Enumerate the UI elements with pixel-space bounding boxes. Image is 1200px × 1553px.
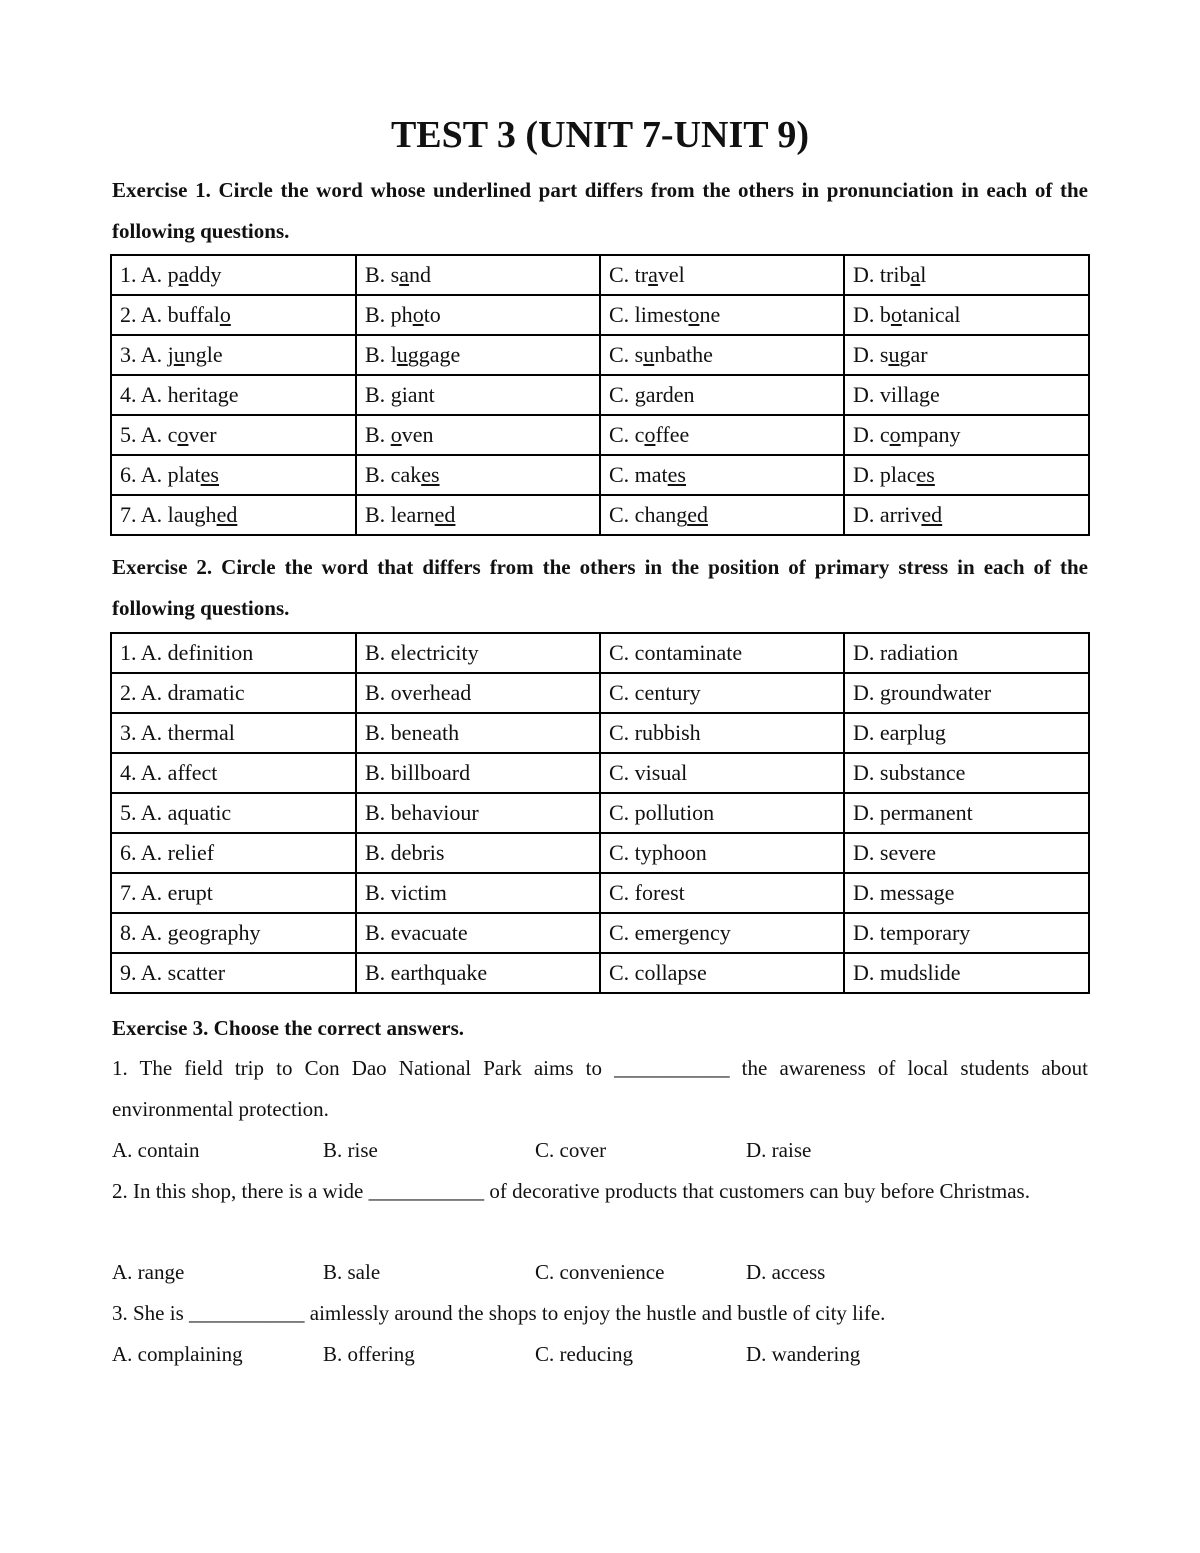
- exercise2-option-cell[interactable]: D. message: [844, 873, 1089, 913]
- exercise2-option-cell[interactable]: 2. A. dramatic: [111, 673, 356, 713]
- word-part: B. s: [365, 262, 400, 287]
- exercise2-row: [111, 793, 1089, 833]
- underlined-part: u: [396, 342, 408, 367]
- exercise2-option-cell[interactable]: B. earthquake: [356, 953, 600, 993]
- exercise2-option-cell[interactable]: 1. A. definition: [111, 633, 356, 673]
- exercise2-option-cell[interactable]: B. victim: [356, 873, 600, 913]
- word-part: D. trib: [853, 262, 911, 287]
- underlined-part: es: [667, 462, 686, 487]
- exercise2-option-cell[interactable]: C. collapse: [600, 953, 844, 993]
- question-3-option-b[interactable]: B. offering: [323, 1342, 415, 1366]
- underlined-part: es: [916, 462, 935, 487]
- question-1-option-c[interactable]: C. cover: [535, 1138, 607, 1162]
- word-part: C.: [609, 382, 635, 407]
- underlined-part: o: [890, 302, 902, 327]
- underlined-part: ed: [921, 502, 943, 527]
- exercise2-option-cell[interactable]: 5. A. aquatic: [111, 793, 356, 833]
- word-part: nd: [409, 262, 432, 287]
- exercise2-option-cell[interactable]: 4. A. affect: [111, 753, 356, 793]
- exercise2-row: [111, 713, 1089, 753]
- underlined-part: g: [919, 382, 930, 407]
- underlined-part: es: [421, 462, 440, 487]
- question-3-options: [112, 1334, 1088, 1375]
- word-part: C. tr: [609, 262, 649, 287]
- word-part: D. arriv: [853, 502, 922, 527]
- exercise2-option-cell[interactable]: C. forest: [600, 873, 844, 913]
- exercise2-option-cell[interactable]: C. emergency: [600, 913, 844, 953]
- exercise2-row: [111, 953, 1089, 993]
- question-3-option-d[interactable]: D. wandering: [746, 1342, 861, 1366]
- exercise1-option-cell[interactable]: [356, 455, 600, 495]
- underlined-part: o: [889, 422, 901, 447]
- word-part: 5. A. c: [120, 422, 178, 447]
- word-part: 6. A. plat: [120, 462, 201, 487]
- word-part: D. c: [853, 422, 890, 447]
- exercise1-option-cell[interactable]: [356, 495, 600, 535]
- underlined-part: ed: [687, 502, 708, 527]
- exercise2-row: [111, 833, 1089, 873]
- question-3-text: 3. She is ___________ aimlessly around the shops to enjoy the hustle and bustle of city life.: [112, 1301, 886, 1325]
- exercise2-option-cell[interactable]: B. billboard: [356, 753, 600, 793]
- underlined-part: o: [412, 302, 424, 327]
- exercise2-option-cell[interactable]: 3. A. thermal: [111, 713, 356, 753]
- exercise2-option-cell[interactable]: D. temporary: [844, 913, 1089, 953]
- exercise1-option-cell[interactable]: [356, 255, 600, 295]
- word-part: B.: [365, 382, 391, 407]
- exercise2-option-cell[interactable]: D. groundwater: [844, 673, 1089, 713]
- word-part: tanical: [901, 302, 961, 327]
- question-2-option-a[interactable]: A. range: [112, 1260, 185, 1284]
- word-part: D. plac: [853, 462, 917, 487]
- exercise2-option-cell[interactable]: C. pollution: [600, 793, 844, 833]
- underlined-part: g: [390, 382, 402, 407]
- question-1-text: 1. The field trip to Con Dao National Park aims to ___________ the awareness of local students about environmental protection.: [112, 1056, 1088, 1121]
- page-title: TEST 3 (UNIT 7-UNIT 9): [390, 114, 810, 156]
- word-part: B. cak: [365, 462, 422, 487]
- word-part: ffee: [655, 422, 690, 447]
- underlined-part: a: [648, 262, 658, 287]
- word-part: 7. A. laugh: [120, 502, 217, 527]
- underlined-part: o: [390, 422, 402, 447]
- word-part: ngle: [184, 342, 223, 367]
- exercise2-option-cell[interactable]: B. behaviour: [356, 793, 600, 833]
- underlined-part: ed: [216, 502, 238, 527]
- exercise2-option-cell[interactable]: D. earplug: [844, 713, 1089, 753]
- word-part: ddy: [188, 262, 222, 287]
- word-part: iant: [401, 382, 435, 407]
- exercise1-option-cell[interactable]: [356, 335, 600, 375]
- exercise2-option-cell[interactable]: C. contaminate: [600, 633, 844, 673]
- exercise1-row: [111, 255, 1089, 295]
- exercise2-option-cell[interactable]: D. radiation: [844, 633, 1089, 673]
- exercise1-option-cell[interactable]: [356, 295, 600, 335]
- word-part: B.: [365, 422, 391, 447]
- exercise1-table: [110, 254, 1090, 536]
- exercise2-option-cell[interactable]: C. rubbish: [600, 713, 844, 753]
- question-2-text: 2. In this shop, there is a wide ___________ of decorative products that customers can buy before Christmas.: [112, 1179, 1030, 1203]
- underlined-part: ed: [434, 502, 456, 527]
- exercise1-option-cell[interactable]: [356, 415, 600, 455]
- exercise2-option-cell[interactable]: D. permanent: [844, 793, 1089, 833]
- word-part: ver: [188, 422, 217, 447]
- underlined-part: a: [910, 262, 921, 287]
- exercise1-option-cell[interactable]: [600, 415, 844, 455]
- exercise1-row: [111, 495, 1089, 535]
- word-part: to: [423, 302, 441, 327]
- underlined-part: o: [644, 422, 656, 447]
- exercise2-option-cell[interactable]: B. beneath: [356, 713, 600, 753]
- question-3-option-c[interactable]: C. reducing: [535, 1342, 633, 1366]
- exercise2-row: [111, 753, 1089, 793]
- exercise1-option-cell[interactable]: [111, 415, 356, 455]
- exercise1-option-cell[interactable]: [600, 495, 844, 535]
- exercise2-option-cell[interactable]: 6. A. relief: [111, 833, 356, 873]
- exercise1-row: [111, 295, 1089, 335]
- exercise2-option-cell[interactable]: B. debris: [356, 833, 600, 873]
- exercise1-option-cell[interactable]: [844, 415, 1089, 455]
- underlined-part: es: [200, 462, 219, 487]
- exercise1-option-cell[interactable]: [844, 295, 1089, 335]
- exercise2-row: [111, 873, 1089, 913]
- exercise1-row: [111, 375, 1089, 415]
- word-part: 4. A. herita: [120, 382, 218, 407]
- word-part: C. mat: [609, 462, 668, 487]
- exercise2-option-cell[interactable]: D. severe: [844, 833, 1089, 873]
- exercise2-row: [111, 673, 1089, 713]
- exercise1-option-cell[interactable]: [600, 335, 844, 375]
- question-2-option-b[interactable]: B. sale: [323, 1260, 381, 1284]
- exercise2-option-cell[interactable]: 7. A. erupt: [111, 873, 356, 913]
- exercise1-option-cell[interactable]: [356, 375, 600, 415]
- exercise1-option-cell[interactable]: [111, 295, 356, 335]
- word-part: B. l: [365, 342, 397, 367]
- word-part: C. limest: [609, 302, 689, 327]
- exercise1-option-cell[interactable]: [111, 495, 356, 535]
- exercise1-option-cell[interactable]: [844, 335, 1089, 375]
- question-1-option-d[interactable]: D. raise: [746, 1138, 812, 1162]
- exercise1-option-cell[interactable]: [111, 255, 356, 295]
- underlined-part: u: [643, 342, 655, 367]
- underlined-part: o: [688, 302, 700, 327]
- word-part: l: [920, 262, 927, 287]
- underlined-part: o: [219, 302, 231, 327]
- exercise2-option-cell[interactable]: C. typhoon: [600, 833, 844, 873]
- question-1-option-b[interactable]: B. rise: [323, 1138, 378, 1162]
- word-part: gar: [899, 342, 928, 367]
- exercise1-option-cell[interactable]: [111, 335, 356, 375]
- exercise1-option-cell[interactable]: [600, 455, 844, 495]
- exercise2-row: [111, 633, 1089, 673]
- underlined-part: a: [178, 262, 189, 287]
- underlined-part: g: [634, 382, 646, 407]
- word-part: C. c: [609, 422, 645, 447]
- underlined-part: g: [217, 382, 229, 407]
- word-part: B. ph: [365, 302, 413, 327]
- word-part: e: [930, 382, 940, 407]
- word-part: 1. A. p: [120, 262, 179, 287]
- exercise1-option-cell[interactable]: [844, 495, 1089, 535]
- word-part: D. villa: [853, 382, 919, 407]
- exercise1-heading: Exercise 1. Circle the word whose underlined part differs from the others in pronunciation in each of the following questions.: [112, 178, 1088, 243]
- word-part: C. chang: [609, 502, 688, 527]
- question-2-option-c[interactable]: C. convenience: [535, 1260, 665, 1284]
- word-part: B. learn: [365, 502, 435, 527]
- exercise1-option-cell[interactable]: [600, 375, 844, 415]
- question-2-option-d[interactable]: D. access: [746, 1260, 826, 1284]
- exercise1-row: [111, 335, 1089, 375]
- exercise2-option-cell[interactable]: B. evacuate: [356, 913, 600, 953]
- question-3-option-a[interactable]: A. complaining: [112, 1342, 243, 1366]
- exercise1-option-cell[interactable]: [844, 375, 1089, 415]
- exercise1-option-cell[interactable]: [600, 255, 844, 295]
- exercise2-row: [111, 913, 1089, 953]
- exercise1-row: [111, 415, 1089, 455]
- exercise1-option-cell[interactable]: [600, 295, 844, 335]
- exercise1-option-cell[interactable]: [111, 455, 356, 495]
- exercise1-row: [111, 455, 1089, 495]
- exercise3-heading: Exercise 3. Choose the correct answers.: [112, 1016, 465, 1040]
- exercise2-option-cell[interactable]: C. century: [600, 673, 844, 713]
- underlined-part: o: [177, 422, 189, 447]
- word-part: vel: [657, 262, 685, 287]
- underlined-part: u: [173, 342, 185, 367]
- word-part: nbathe: [654, 342, 713, 367]
- exercise1-option-cell[interactable]: [111, 375, 356, 415]
- exercise2-heading: Exercise 2. Circle the word that differs from the others in the position of primary stress in each of the following questions.: [112, 555, 1088, 620]
- exercise2-option-cell[interactable]: B. electricity: [356, 633, 600, 673]
- question-1-options: [112, 1130, 1088, 1171]
- word-part: D. s: [853, 342, 889, 367]
- word-part: C. s: [609, 342, 644, 367]
- word-part: D. b: [853, 302, 891, 327]
- word-part: 2. A. buffal: [120, 302, 220, 327]
- exercise2-option-cell[interactable]: B. overhead: [356, 673, 600, 713]
- exercise2-option-cell[interactable]: 8. A. geography: [111, 913, 356, 953]
- word-part: 3. A. j: [120, 342, 174, 367]
- word-part: ne: [699, 302, 721, 327]
- exercise2-option-cell[interactable]: D. mudslide: [844, 953, 1089, 993]
- exercise2-table: [110, 632, 1090, 994]
- word-part: arden: [645, 382, 695, 407]
- exercise1-option-cell[interactable]: [844, 455, 1089, 495]
- question-1-option-a[interactable]: A. contain: [112, 1138, 200, 1162]
- word-part: ven: [401, 422, 434, 447]
- exercise2-option-cell[interactable]: D. substance: [844, 753, 1089, 793]
- question-2-options: [112, 1252, 1088, 1293]
- underlined-part: u: [888, 342, 900, 367]
- underlined-part: a: [399, 262, 410, 287]
- word-part: ggage: [407, 342, 461, 367]
- word-part: e: [228, 382, 239, 407]
- exercise1-option-cell[interactable]: [844, 255, 1089, 295]
- exercise2-option-cell[interactable]: 9. A. scatter: [111, 953, 356, 993]
- exercise2-option-cell[interactable]: C. visual: [600, 753, 844, 793]
- word-part: mpany: [900, 422, 961, 447]
